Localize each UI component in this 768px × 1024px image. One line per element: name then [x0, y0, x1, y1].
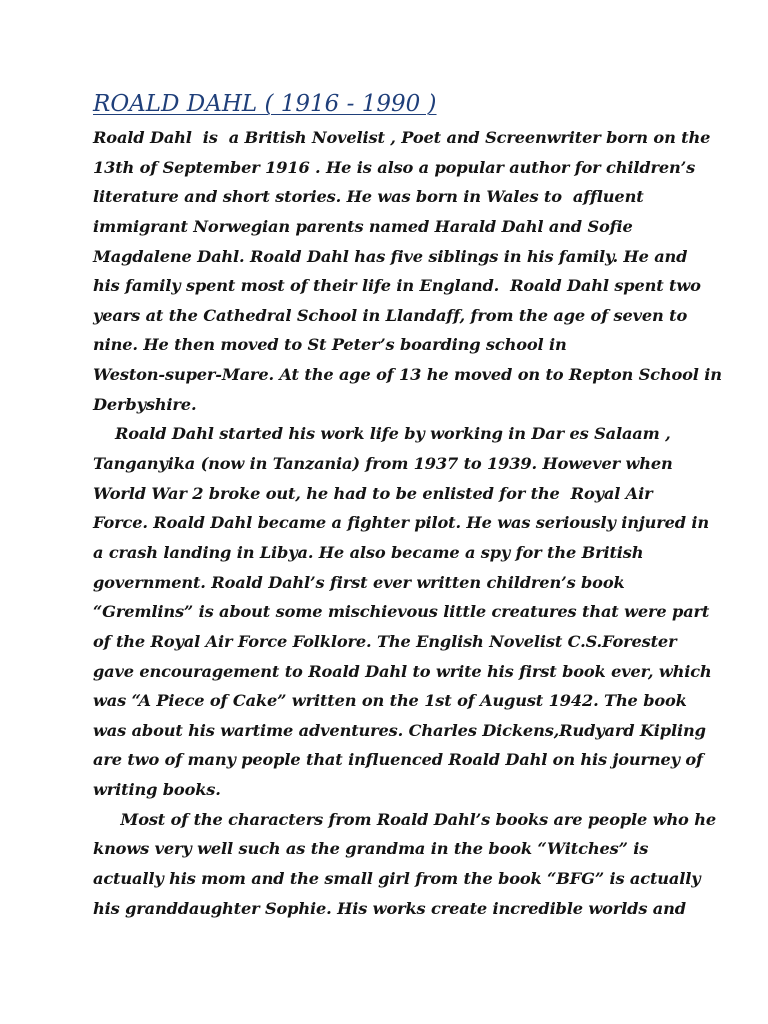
text-line: Weston-super-Mare. At the age of 13 he moved on to Repton School in — [93, 365, 722, 385]
text-line: Derbyshire. — [93, 394, 197, 414]
text-line: Roald Dahl started his work life by working in Dar es Salaam , — [93, 424, 671, 444]
text-line: “Gremlins” is about some mischievous little creatures that were part — [93, 602, 710, 622]
text-line: his granddaughter Sophie. His works create incredible worlds and — [93, 898, 686, 918]
text-line: government. Roald Dahl’s first ever written children’s book — [93, 572, 625, 592]
text-line: literature and short stories. He was born in Wales to affluent — [93, 187, 644, 207]
text-line: a crash landing in Libya. He also became a spy for the British — [93, 542, 644, 562]
document-title: ROALD DAHL ( 1916 - 1990 ) — [93, 91, 437, 117]
text-line: immigrant Norwegian parents named Harald Dahl and Sofie — [93, 216, 633, 236]
text-line: gave encouragement to Roald Dahl to write his first book ever, which — [93, 661, 712, 681]
text-line: actually his mom and the small girl from the book “BFG” is actually — [93, 869, 701, 889]
text-line: Magdalene Dahl. Roald Dahl has five siblings in his family. He and — [93, 246, 688, 266]
text-line: was about his wartime adventures. Charles Dickens,Rudyard Kipling — [93, 720, 706, 740]
text-line: of the Royal Air Force Folklore. The English Novelist C.S.Forester — [93, 631, 677, 651]
text-line: Tanganyika (now in Tanzania) from 1937 to 1939. However when — [93, 454, 673, 474]
text-line: knows very well such as the grandma in the book “Witches” is — [93, 839, 649, 859]
text-line: are two of many people that influenced Roald Dahl on his journey of — [93, 750, 703, 770]
text-line: Roald Dahl is a British Novelist , Poet and Screenwriter born on the — [93, 128, 711, 147]
text-line: 13th of September 1916 . He is also a popular author for children’s — [93, 157, 696, 177]
text-line: writing books. — [93, 780, 221, 800]
text-line: his family spent most of their life in England. Roald Dahl spent two — [93, 276, 701, 296]
text-line: nine. He then moved to St Peter’s boarding school in — [93, 335, 567, 355]
text-line: Most of the characters from Roald Dahl’s books are people who he — [93, 809, 716, 829]
text-line: World War 2 broke out, he had to be enlisted for the Royal Air — [93, 483, 653, 503]
text-line: years at the Cathedral School in Llandaff, from the age of seven to — [93, 305, 688, 325]
document-body — [93, 123, 722, 923]
text-line: Force. Roald Dahl became a fighter pilot. He was seriously injured in — [93, 513, 709, 533]
text-line: was “A Piece of Cake” written on the 1st of August 1942. The book — [93, 691, 687, 711]
